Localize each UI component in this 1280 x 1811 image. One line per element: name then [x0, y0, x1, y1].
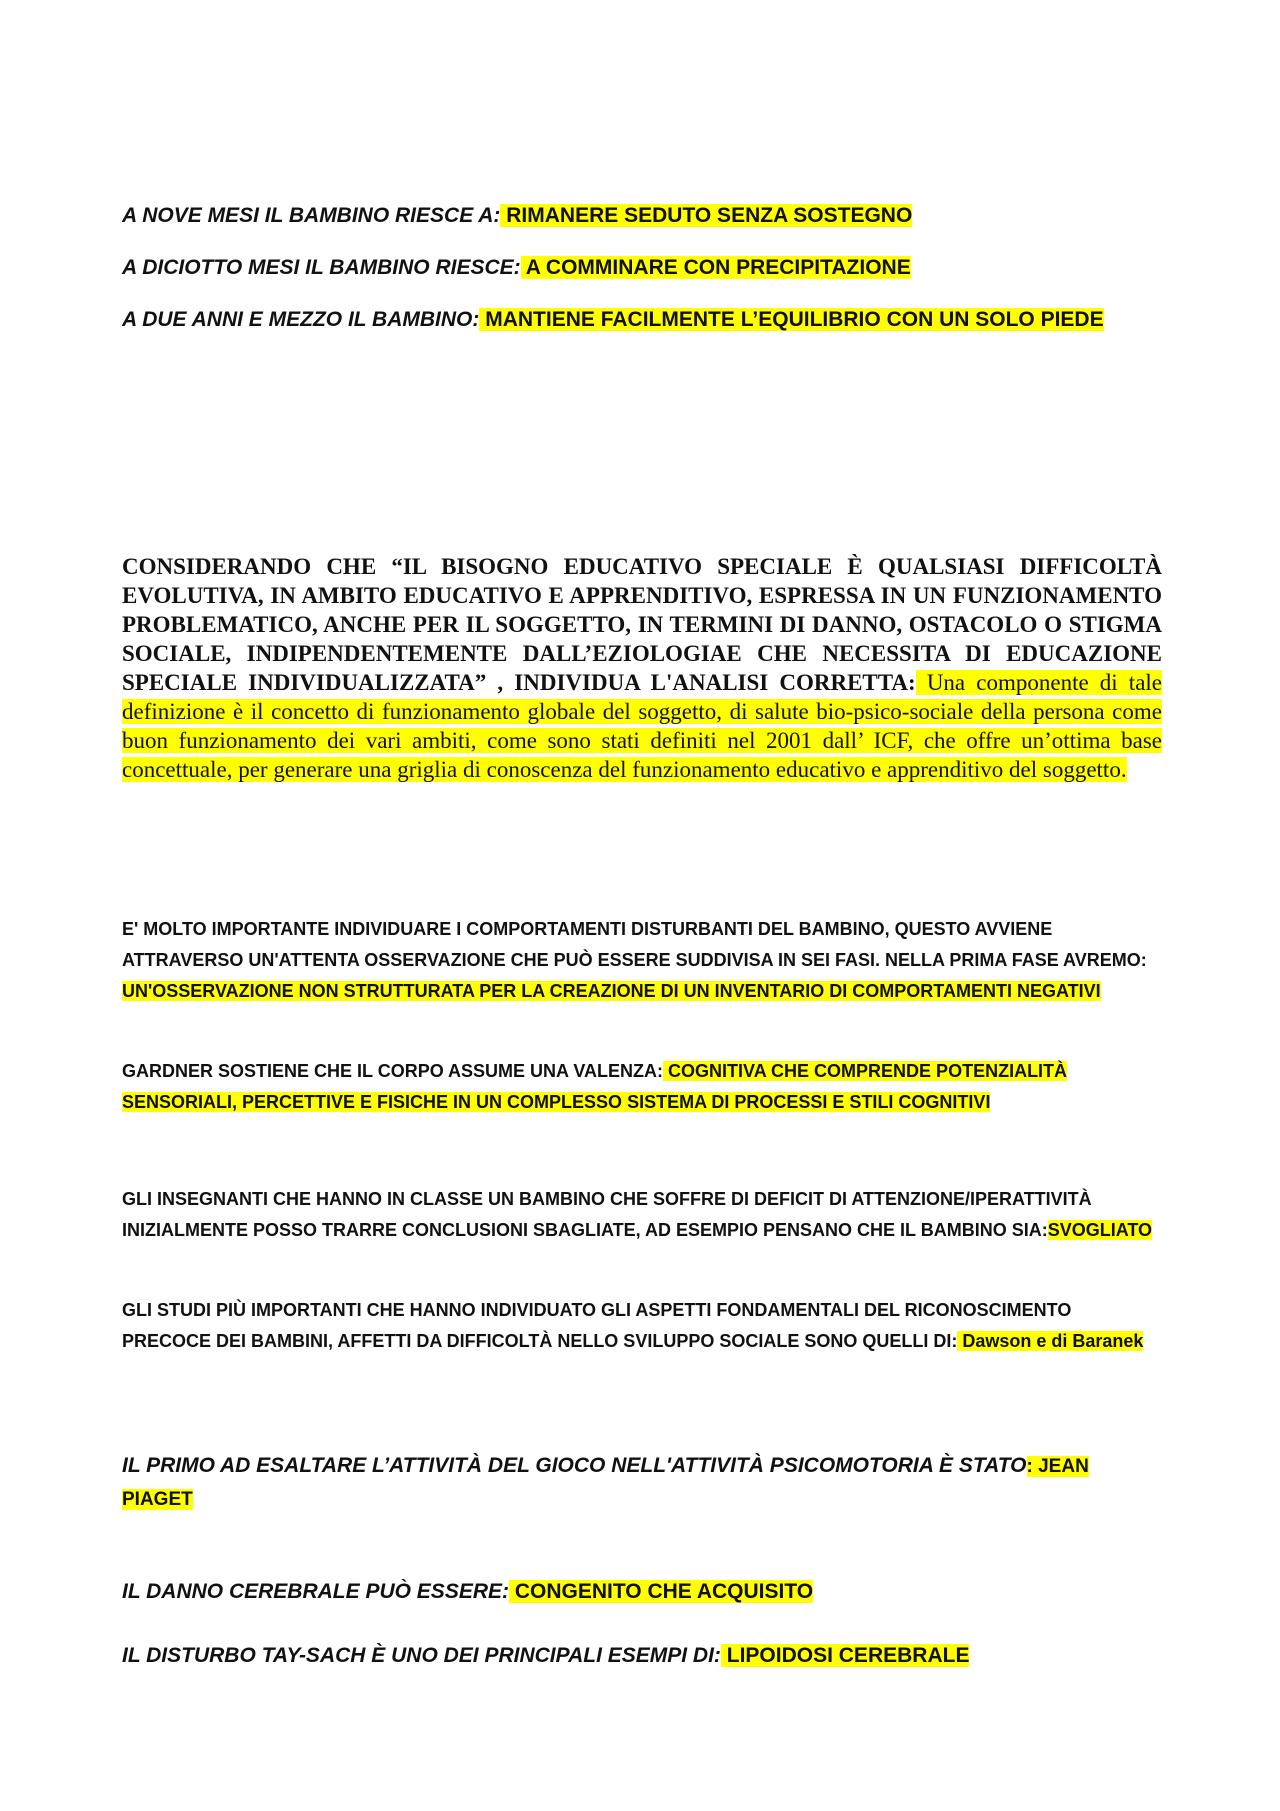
question-text: A NOVE MESI IL BAMBINO RIESCE A: — [122, 204, 501, 227]
answer-highlight: MANTIENE FACILMENTE L’EQUILIBRIO CON UN SOLO PIEDE — [479, 308, 1104, 331]
question-text: CONSIDERANDO CHE “IL BISOGNO EDUCATIVO SPECIALE È QUALSIASI DIFFICOLTÀ EVOLUTIVA, IN AMBITO EDUCATIVO E APPRENDITIVO, ESPRESSA IN UN FUNZIONAMENTO PROBLEMATICO, ANCHE PER IL SOGGETTO, IN TERMINI DI DANNO, OSTACOLO O STIGMA SOCIALE, INDIPENDENTEMENTE DALL’EZIOLOGIAE CHE NECESSITA DI EDUCAZIONE SPECIALE INDIVIDUALIZZATA” , INDIVIDUA L'ANALISI CORRETTA: — [122, 554, 1162, 695]
question-text: GLI STUDI PIÙ IMPORTANTI CHE HANNO INDIVIDUATO GLI ASPETTI FONDAMENTALI DEL RICONOSCIMENTO PRECOCE DEI BAMBINI, AFFETTI DA DIFFICOLTÀ NELLO SVILUPPO SOCIALE SONO QUELLI DI: — [122, 1300, 1072, 1351]
question-text: IL DISTURBO TAY-SACH È UNO DEI PRINCIPALI ESEMPI DI: — [122, 1644, 721, 1667]
question-text: A DICIOTTO MESI IL BAMBINO RIESCE: — [122, 256, 521, 279]
answer-highlight: CONGENITO CHE ACQUISITO — [509, 1580, 814, 1603]
qa-item-adhd-teachers — [122, 1184, 1162, 1246]
qa-item-two-and-half-years — [122, 307, 1162, 333]
answer-highlight: RIMANERE SEDUTO SENZA SOSTEGNO — [500, 204, 913, 227]
answer-highlight: UN'OSSERVAZIONE NON STRUTTURATA PER LA CREAZIONE DI UN INVENTARIO DI COMPORTAMENTI NEGATIVI — [122, 981, 1101, 1001]
qa-item-brain-damage — [122, 1579, 1162, 1605]
answer-highlight: Dawson e di Baranek — [957, 1331, 1144, 1351]
question-text: A DUE ANNI E MEZZO IL BAMBINO: — [122, 308, 480, 331]
question-text: IL DANNO CEREBRALE PUÒ ESSERE: — [122, 1580, 509, 1603]
qa-item-play-psychomotor — [122, 1450, 1162, 1516]
qa-item-nine-months — [122, 203, 1162, 229]
qa-item-tay-sachs — [122, 1643, 1162, 1669]
answer-highlight: A COMMINARE CON PRECIPITAZIONE — [520, 256, 911, 279]
answer-highlight: : JEAN PIAGET — [122, 1456, 1089, 1510]
qa-item-disturbing-behaviours — [122, 914, 1162, 1007]
answer-highlight: SVOGLIATO — [1047, 1220, 1153, 1240]
question-text: GARDNER SOSTIENE CHE IL CORPO ASSUME UNA VALENZA: — [122, 1061, 664, 1081]
qa-item-early-recognition — [122, 1295, 1162, 1357]
qa-item-bes-definition — [122, 552, 1162, 784]
question-text: IL PRIMO AD ESALTARE L’ATTIVITÀ DEL GIOCO NELL'ATTIVITÀ PSICOMOTORIA È STATO — [122, 1454, 1027, 1477]
answer-highlight: LIPOIDOSI CEREBRALE — [720, 1644, 970, 1667]
qa-item-gardner — [122, 1056, 1162, 1118]
question-text: GLI INSEGNANTI CHE HANNO IN CLASSE UN BAMBINO CHE SOFFRE DI DEFICIT DI ATTENZIONE/IPERATTIVITÀ INIZIALMENTE POSSO TRARRE CONCLUSIONI SBAGLIATE, AD ESEMPIO PENSANO CHE IL BAMBINO SIA: — [122, 1189, 1092, 1240]
answer-highlight: Una componente di tale definizione è il concetto di funzionamento globale del soggetto, di salute bio-psico-sociale della persona come buon funzionamento dei vari ambiti, come sono stati definiti nel 2001 dall’ ICF, che offre un’ottima base concettuale, per generare una griglia di conoscenza del funzionamento educativo e apprenditivo del soggetto. — [122, 670, 1162, 782]
answer-highlight: COGNITIVA CHE COMPRENDE POTENZIALITÀ SENSORIALI, PERCETTIVE E FISICHE IN UN COMPLESSO SISTEMA DI PROCESSI E STILI COGNITIVI — [122, 1061, 1068, 1112]
qa-item-eighteen-months — [122, 255, 1162, 281]
question-text: E' MOLTO IMPORTANTE INDIVIDUARE I COMPORTAMENTI DISTURBANTI DEL BAMBINO, QUESTO AVVIENE ATTRAVERSO UN'ATTENTA OSSERVAZIONE CHE PUÒ ESSERE SUDDIVISA IN SEI FASI. NELLA PRIMA FASE AVREMO: — [122, 919, 1147, 970]
